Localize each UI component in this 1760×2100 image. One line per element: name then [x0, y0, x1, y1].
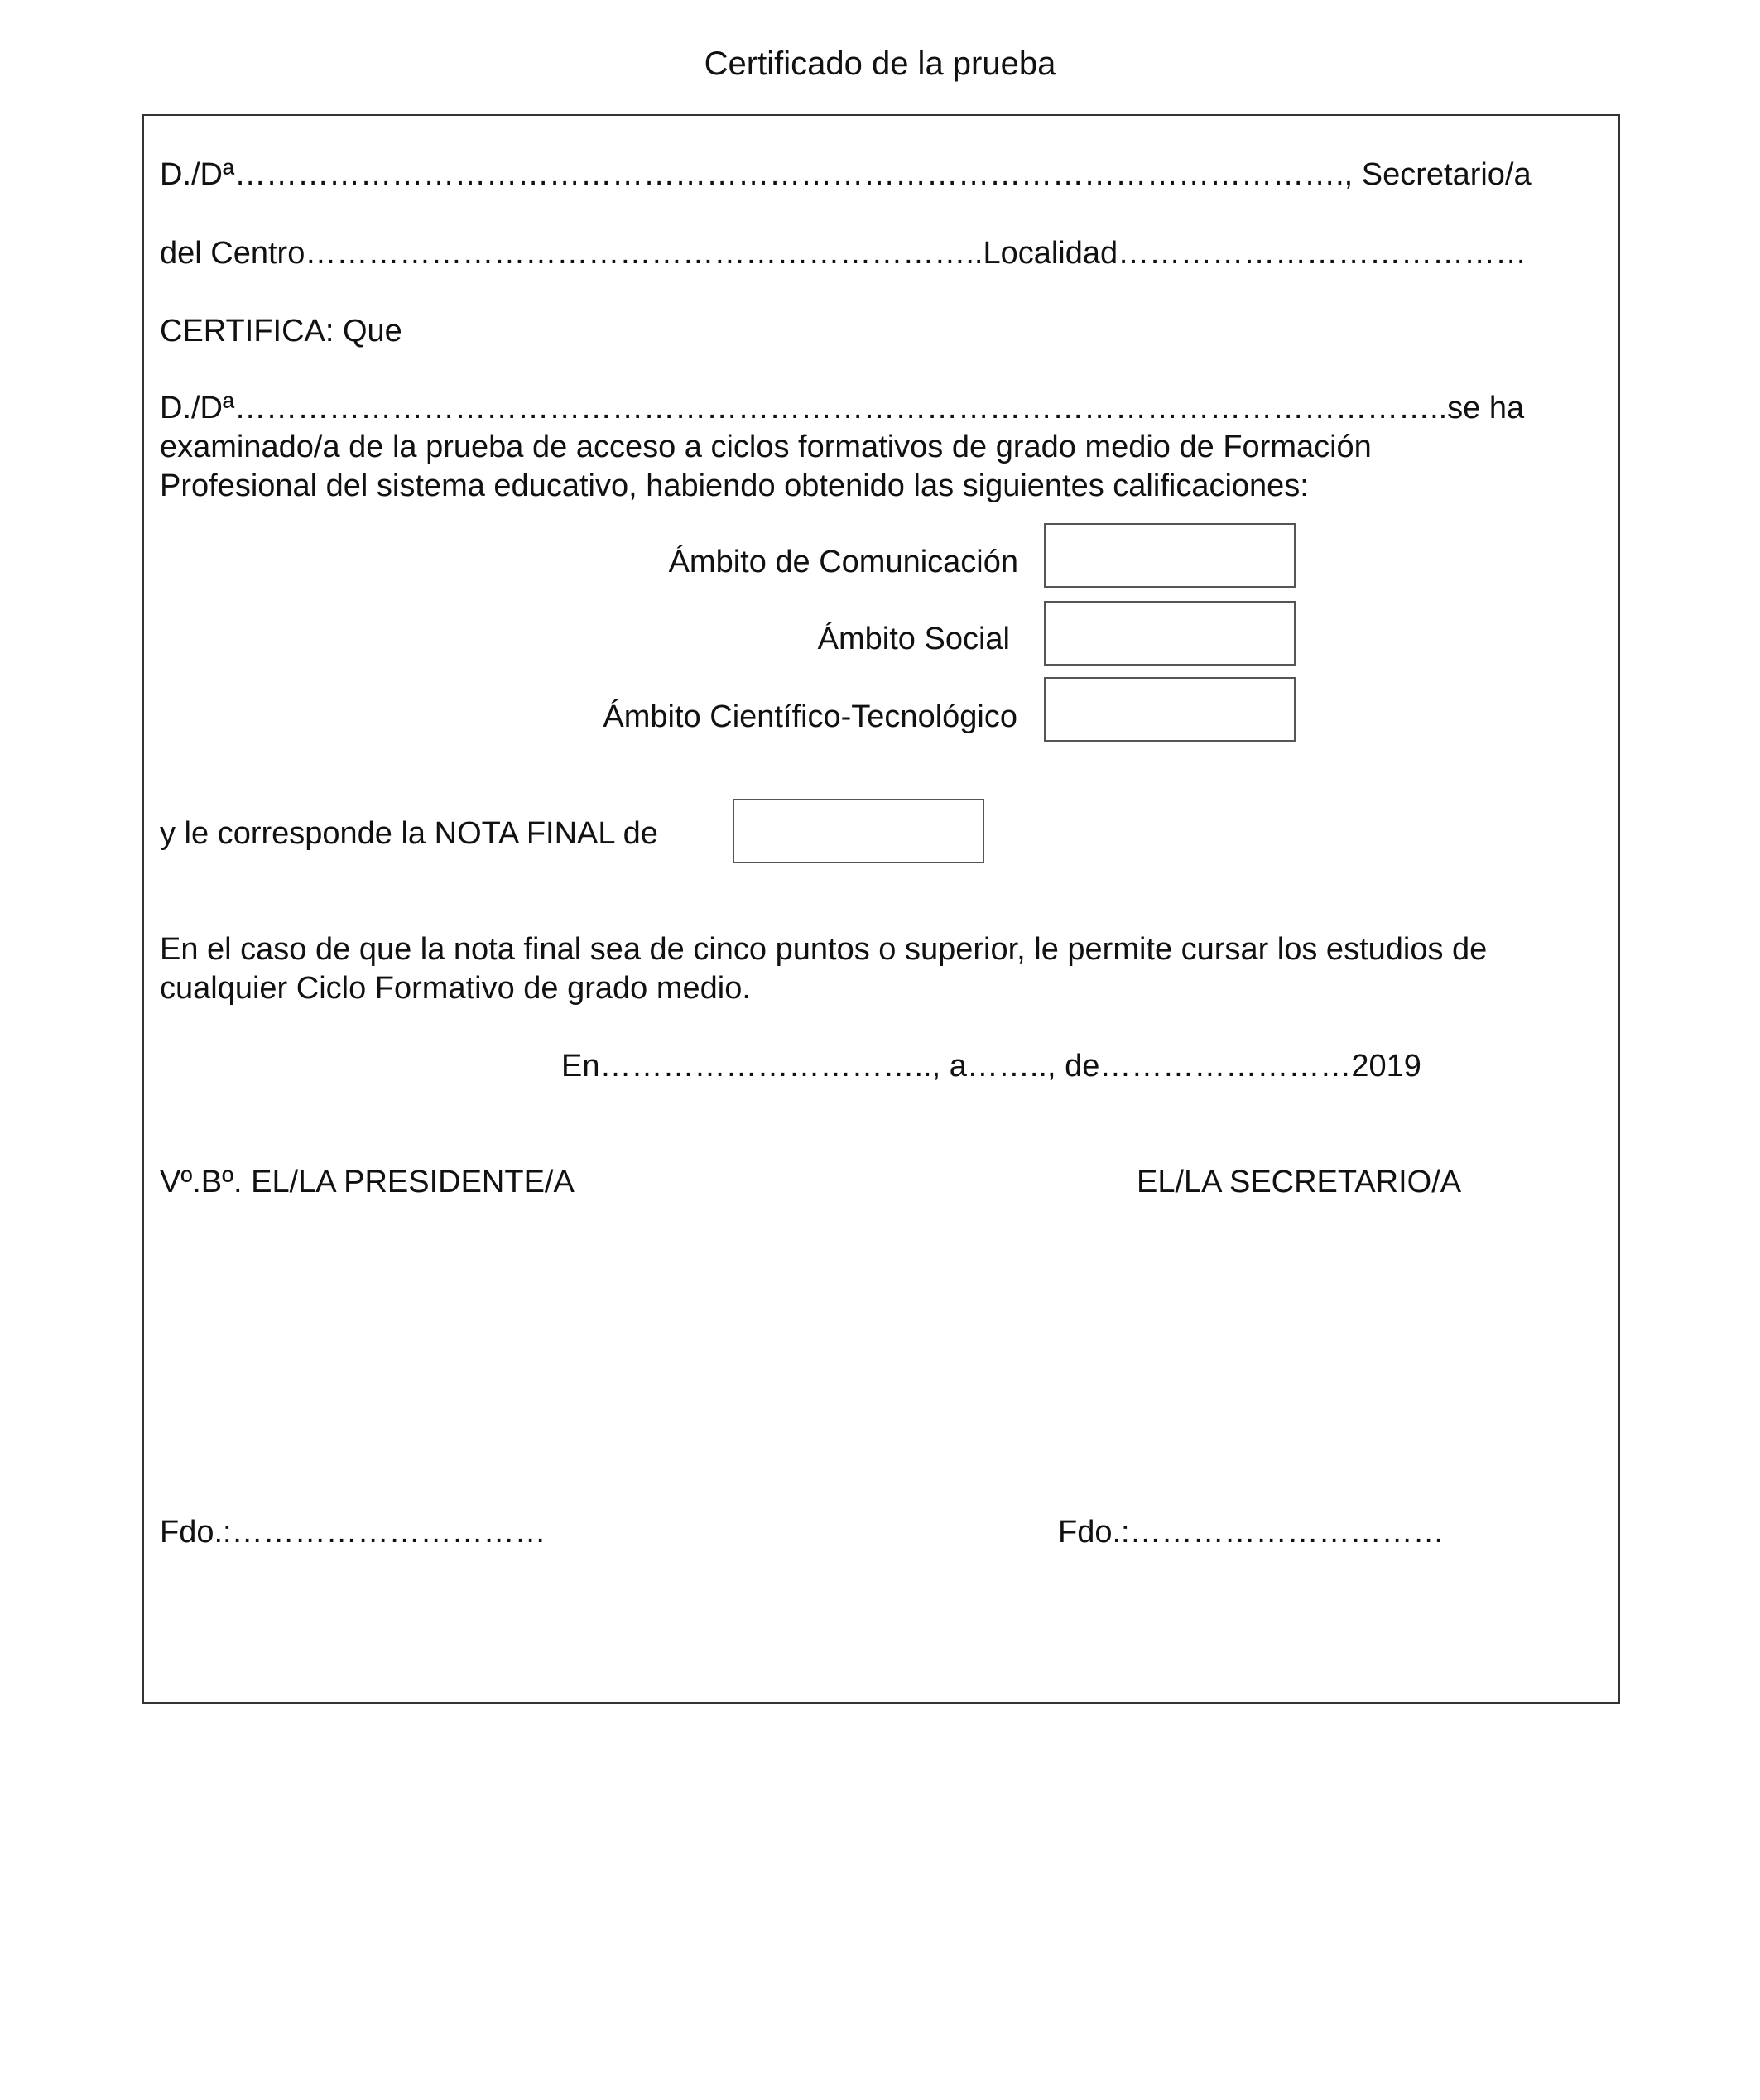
grade-label-social: Ámbito Social	[817, 622, 1010, 656]
grade-label-comunicacion: Ámbito de Comunicación	[668, 545, 1018, 579]
paragraph-line-1: En el caso de que la nota final sea de cinco puntos o superior, le permite cursar los estudios de	[160, 932, 1488, 967]
examinee-line: D./Dª……………………………………………………………………………………………………..se ha	[160, 391, 1525, 425]
centre-locality-line: del Centro………………………………………………………..Localidad…………………………………	[160, 236, 1527, 271]
nota-final-label: y le corresponde la NOTA FINAL de	[160, 816, 658, 851]
grade-label-cientifico: Ámbito Científico-Tecnológico	[603, 699, 1017, 734]
document-title: Certificado de la prueba	[704, 46, 1056, 82]
secretary-line: D./Dª……………………………………………………………………………………………., Secretario/a	[160, 157, 1532, 192]
paragraph-line-2: cualquier Ciclo Formativo de grado medio.	[160, 971, 751, 1006]
secretary-fdo-line: Fdo.:…………………………	[1058, 1515, 1445, 1550]
exam-text-line-2: Profesional del sistema educativo, habiendo obtenido las siguientes calificaciones:	[160, 469, 1309, 503]
grade-box-social[interactable]	[1044, 601, 1296, 666]
exam-text-line-1: examinado/a de la prueba de acceso a ciclos formativos de grado medio de Formación	[160, 430, 1372, 464]
secretary-signature-title: EL/LA SECRETARIO/A	[1137, 1165, 1462, 1199]
president-signature-title: Vº.Bº. EL/LA PRESIDENTE/A	[160, 1165, 575, 1199]
president-fdo-line: Fdo.:…………………………	[160, 1515, 546, 1550]
certificate-frame	[142, 114, 1620, 1704]
date-line: En………………………….., a…….., de……………………2019	[561, 1049, 1421, 1084]
certifica-heading: CERTIFICA: Que	[160, 314, 402, 348]
grade-box-cientifico[interactable]	[1044, 677, 1296, 742]
grade-box-comunicacion[interactable]	[1044, 523, 1296, 588]
nota-final-box[interactable]	[733, 799, 984, 863]
